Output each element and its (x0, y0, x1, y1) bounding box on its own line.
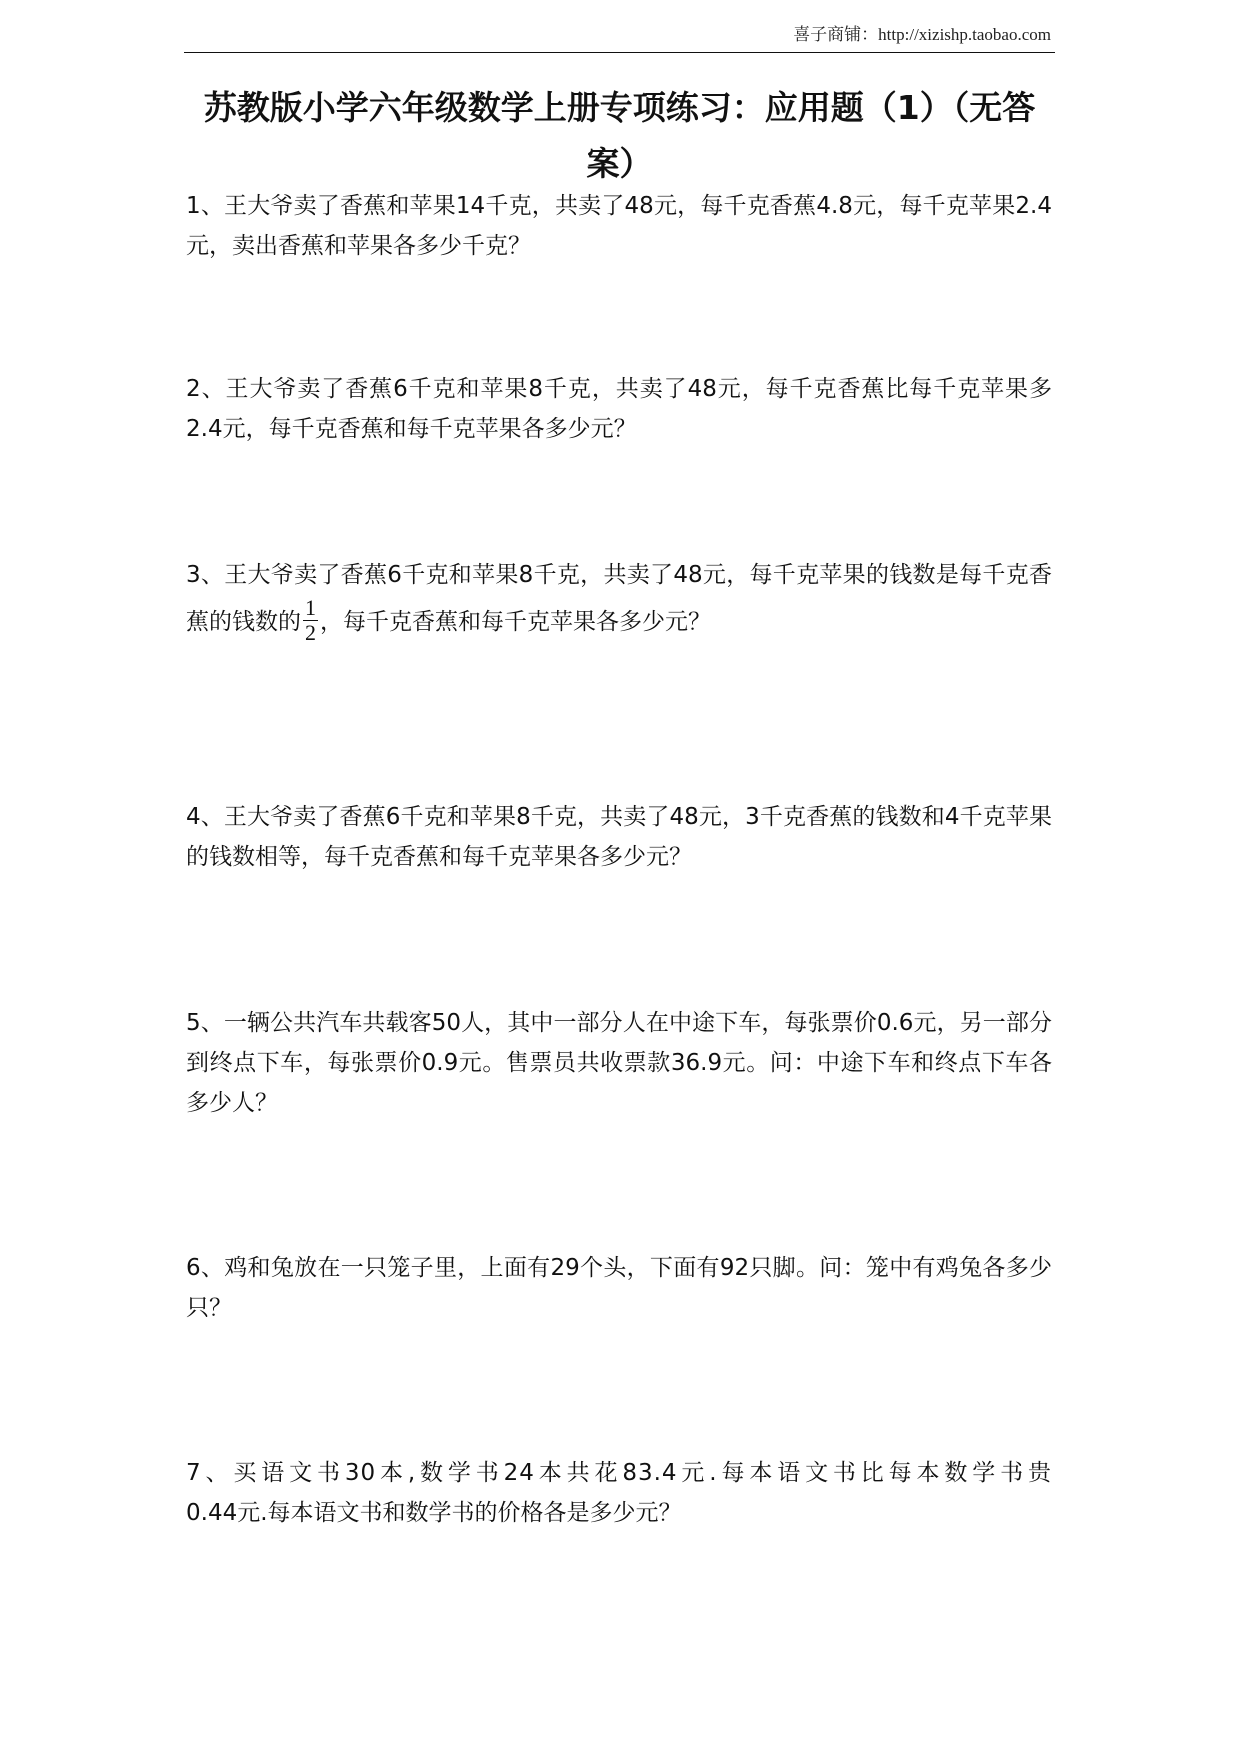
question-3-text-before: 3、王大爷卖了香蕉6千克和苹果8千克，共卖了48元，每千克苹果的钱数是每千克香蕉的钱数的 (186, 562, 1052, 635)
question-4: 4、王大爷卖了香蕉6千克和苹果8千克，共卖了48元，3千克香蕉的钱数和4千克苹果的钱数相等，每千克香蕉和每千克苹果各多少元？ (186, 804, 1052, 870)
question-7 (186, 1453, 1052, 1533)
question-3 (186, 552, 1052, 647)
question-6: 6、鸡和兔放在一只笼子里，上面有29个头，下面有92只脚。问：笼中有鸡兔各多少只？ (186, 1255, 1052, 1321)
question-7-line-1: 7、买语文书30本,数学书24本共花83.4元.每本语文书比每本数学书贵 (186, 1460, 1052, 1486)
question-5: 5、一辆公共汽车共载客50人，其中一部分人在中途下车，每张票价0.6元，另一部分到终点下车，每张票价0.9元。售票员共收票款36.9元。问：中途下车和终点下车各多少人？ (186, 1010, 1052, 1116)
question-7-line-2: 0.44元.每本语文书和数学书的价格各是多少元？ (186, 1500, 682, 1526)
document-title: 苏教版小学六年级数学上册专项练习：应用题（1）（无答案） (203, 88, 1036, 183)
shop-watermark: 喜子商铺：http://xizishp.taobao.com (793, 25, 1051, 44)
fraction-numerator: 1 (305, 595, 316, 620)
fraction-one-half (303, 596, 318, 645)
question-2: 2、王大爷卖了香蕉6千克和苹果8千克，共卖了48元，每千克香蕉比每千克苹果多2.4元，每千克香蕉和每千克苹果各多少元？ (186, 376, 1052, 442)
page-header (184, 18, 1055, 53)
fraction-denominator: 2 (305, 620, 316, 645)
question-3-text-after: ，每千克香蕉和每千克苹果各多少元？ (320, 609, 711, 635)
question-1: 1、王大爷卖了香蕉和苹果14千克，共卖了48元，每千克香蕉4.8元，每千克苹果2.4元，卖出香蕉和苹果各多少千克？ (186, 193, 1052, 259)
